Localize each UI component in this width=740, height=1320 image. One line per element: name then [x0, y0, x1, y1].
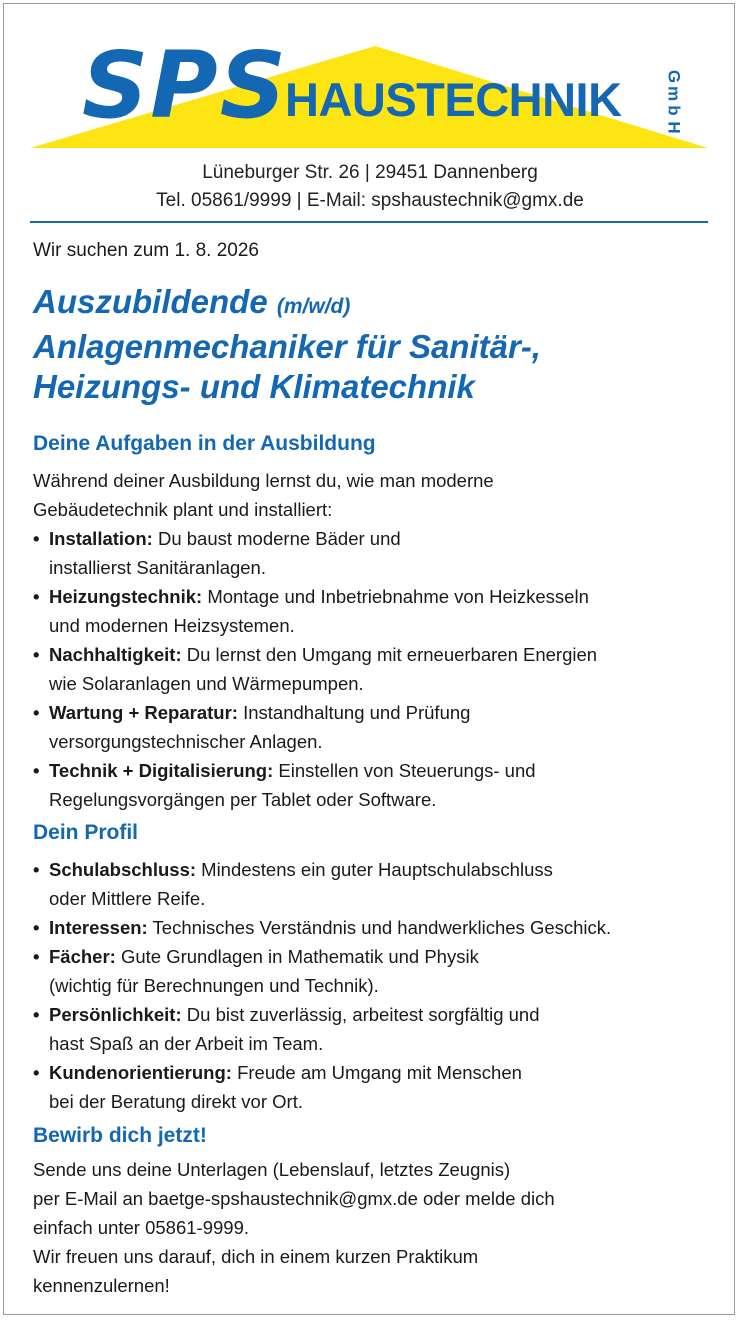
list-item: [33, 582, 723, 640]
item-label: Wartung + Reparatur:: [49, 702, 238, 723]
logo-gmbh-letter: G: [664, 69, 684, 84]
item-label: Heizungstechnik:: [49, 586, 203, 607]
item-label: Persönlichkeit:: [49, 1004, 182, 1025]
logo-haustechnik: HAUSTECHNIK: [285, 73, 622, 126]
list-item: [33, 524, 723, 582]
apply-line: kennenzulernen!: [33, 1275, 170, 1296]
job-title-main: Auszubildende: [33, 283, 268, 320]
apply-line: per E-Mail an baetge-spshaustechnik@gmx.de oder melde dich: [33, 1188, 555, 1209]
job-title-line: Heizungs- und Klimatechnik: [33, 368, 475, 405]
item-label: Fächer:: [49, 946, 116, 967]
item-label: Kundenorientierung:: [49, 1062, 232, 1083]
item-text: Montage und Inbetriebnahme von Heizkesseln: [207, 586, 589, 607]
tasks-intro: [33, 466, 713, 524]
logo-gmbh-letter: m: [664, 85, 684, 102]
item-text: Einstellen von Steuerungs- und: [278, 760, 536, 781]
tasks-list: [33, 524, 723, 814]
item-text: oder Mittlere Reife.: [49, 888, 206, 909]
item-text: Du bist zuverlässig, arbeitest sorgfältig und: [186, 1004, 540, 1025]
list-item: [33, 913, 723, 942]
job-title-gender: (m/w/d): [276, 295, 351, 318]
apply-heading: Bewirb dich jetzt!: [33, 1124, 207, 1147]
bullet: •: [33, 859, 40, 880]
list-item: [33, 1000, 723, 1058]
item-text: und modernen Heizsystemen.: [49, 615, 295, 636]
item-text: versorgungstechnischer Anlagen.: [49, 731, 323, 752]
bullet: •: [33, 946, 40, 967]
item-label: Technik + Digitalisierung:: [49, 760, 274, 781]
item-text: Instandhaltung und Prüfung: [243, 702, 471, 723]
item-text: installierst Sanitäranlagen.: [49, 557, 266, 578]
bullet: •: [33, 917, 40, 938]
logo-gmbh-letter: b: [664, 105, 684, 116]
apply-line: Sende uns deine Unterlagen (Lebenslauf, letztes Zeugnis): [33, 1159, 511, 1180]
apply-text: [33, 1155, 713, 1300]
item-text: Gute Grundlagen in Mathematik und Physik: [120, 946, 479, 967]
bullet: •: [33, 644, 40, 665]
tasks-intro-line: Während deiner Ausbildung lernst du, wie man moderne: [33, 470, 494, 491]
item-text: Freude am Umgang mit Menschen: [237, 1062, 522, 1083]
bullet: •: [33, 586, 40, 607]
bullet: •: [33, 760, 40, 781]
profile-heading: Dein Profil: [33, 821, 139, 844]
item-text: Du lernst den Umgang mit erneuerbaren Energien: [186, 644, 598, 665]
bullet: •: [33, 528, 40, 549]
contact-line: Tel. 05861/9999 | E-Mail: spshaustechnik@gmx.de: [156, 190, 584, 211]
list-item: [33, 1058, 723, 1116]
item-label: Installation:: [49, 528, 153, 549]
job-title-line: [33, 282, 713, 327]
list-item: [33, 698, 723, 756]
item-label: Schulabschluss:: [49, 859, 197, 880]
job-title: [33, 282, 713, 407]
item-text: hast Spaß an der Arbeit im Team.: [49, 1033, 324, 1054]
item-label: Interessen:: [49, 917, 148, 938]
bullet: •: [33, 1062, 40, 1083]
header-divider: [30, 221, 708, 223]
tasks-intro-line: Gebäudetechnik plant und installiert:: [33, 499, 333, 520]
profile-list: [33, 855, 723, 1116]
logo-gmbh: [662, 68, 686, 136]
list-item: [33, 942, 723, 1000]
bullet: •: [33, 702, 40, 723]
item-label: Nachhaltigkeit:: [49, 644, 182, 665]
job-title-line: Anlagenmechaniker für Sanitär-,: [33, 328, 541, 365]
item-text: bei der Beratung direkt vor Ort.: [49, 1091, 303, 1112]
bullet: •: [33, 1004, 40, 1025]
intro-text: Wir suchen zum 1. 8. 2026: [33, 240, 259, 261]
item-text: Technisches Verständnis und handwerkliches Geschick.: [152, 917, 612, 938]
address-line: Lüneburger Str. 26 | 29451 Dannenberg: [202, 162, 538, 183]
company-logo: [30, 28, 710, 153]
list-item: [33, 855, 723, 913]
list-item: [33, 640, 723, 698]
logo-sps: SPS: [82, 32, 288, 139]
item-text: Du baust moderne Bäder und: [157, 528, 401, 549]
apply-line: einfach unter 05861-9999.: [33, 1217, 250, 1238]
item-text: Regelungsvorgängen per Tablet oder Software.: [49, 789, 437, 810]
logo-gmbh-letter: H: [664, 121, 684, 134]
item-text: Mindestens ein guter Hauptschulabschluss: [201, 859, 553, 880]
item-text: wie Solaranlagen und Wärmepumpen.: [49, 673, 364, 694]
item-text: (wichtig für Berechnungen und Technik).: [49, 975, 379, 996]
apply-line: Wir freuen uns darauf, dich in einem kurzen Praktikum: [33, 1246, 479, 1267]
list-item: [33, 756, 723, 814]
tasks-heading: Deine Aufgaben in der Ausbildung: [33, 432, 376, 455]
